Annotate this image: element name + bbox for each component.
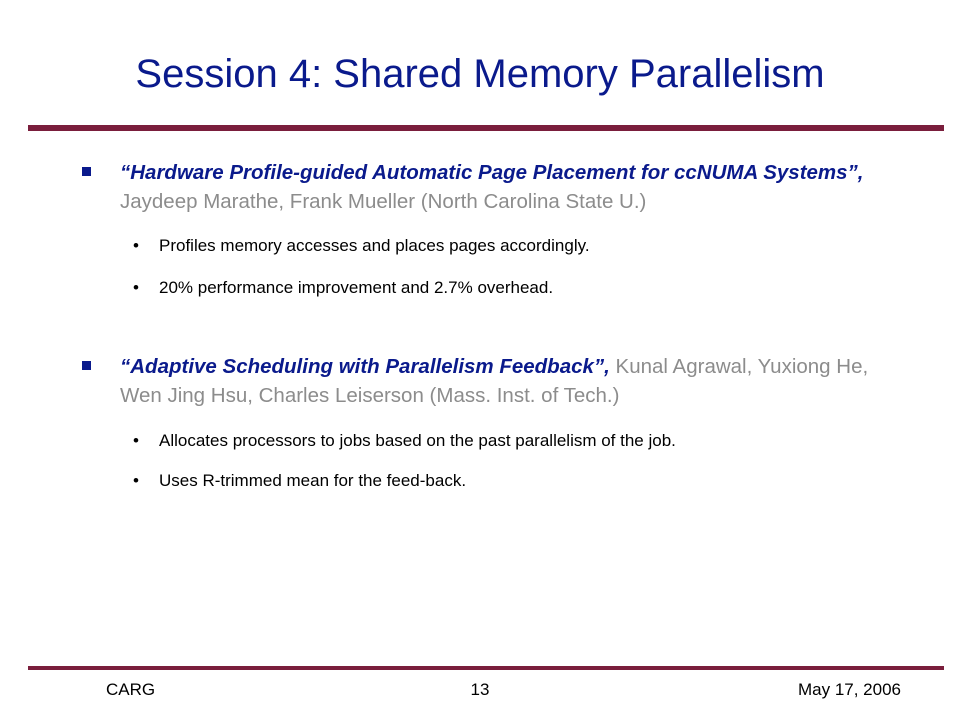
paper-authors: Jaydeep Marathe, Frank Mueller (North Carolina State U.) (120, 190, 647, 213)
sub-point-text: 20% performance improvement and 2.7% overhead. (159, 278, 554, 297)
slide-title: Session 4: Shared Memory Parallelism (135, 52, 825, 96)
bullet-dot-icon: • (133, 236, 139, 255)
square-bullet-icon (82, 167, 91, 176)
footer-date: May 17, 2006 (797, 680, 901, 699)
footer-page-number: 13 (470, 680, 490, 699)
bullet-dot-icon: • (133, 471, 139, 490)
sub-point-text: Profiles memory accesses and places pages accordingly. (159, 236, 590, 255)
footer-divider (28, 666, 944, 670)
bullet-dot-icon: • (133, 278, 139, 297)
footer-organization: CARG (106, 680, 156, 699)
paper-authors: Kunal Agrawal, Yuxiong He, Wen Jing Hsu, Charles Leiserson (Mass. Inst. of Tech.) (120, 355, 869, 407)
paper-title: “Hardware Profile-guided Automatic Page Placement for ccNUMA Systems”, (120, 161, 864, 184)
sub-point-text: Uses R-trimmed mean for the feed-back. (159, 471, 467, 490)
paper-title: “Adaptive Scheduling with Parallelism Feedback”, (120, 355, 610, 378)
paper-headline (120, 352, 890, 410)
paper-headline (120, 158, 890, 216)
sub-point-text: Allocates processors to jobs based on the past parallelism of the job. (159, 431, 676, 450)
square-bullet-icon (82, 361, 91, 370)
bullet-dot-icon: • (133, 431, 139, 450)
title-divider (28, 125, 944, 131)
